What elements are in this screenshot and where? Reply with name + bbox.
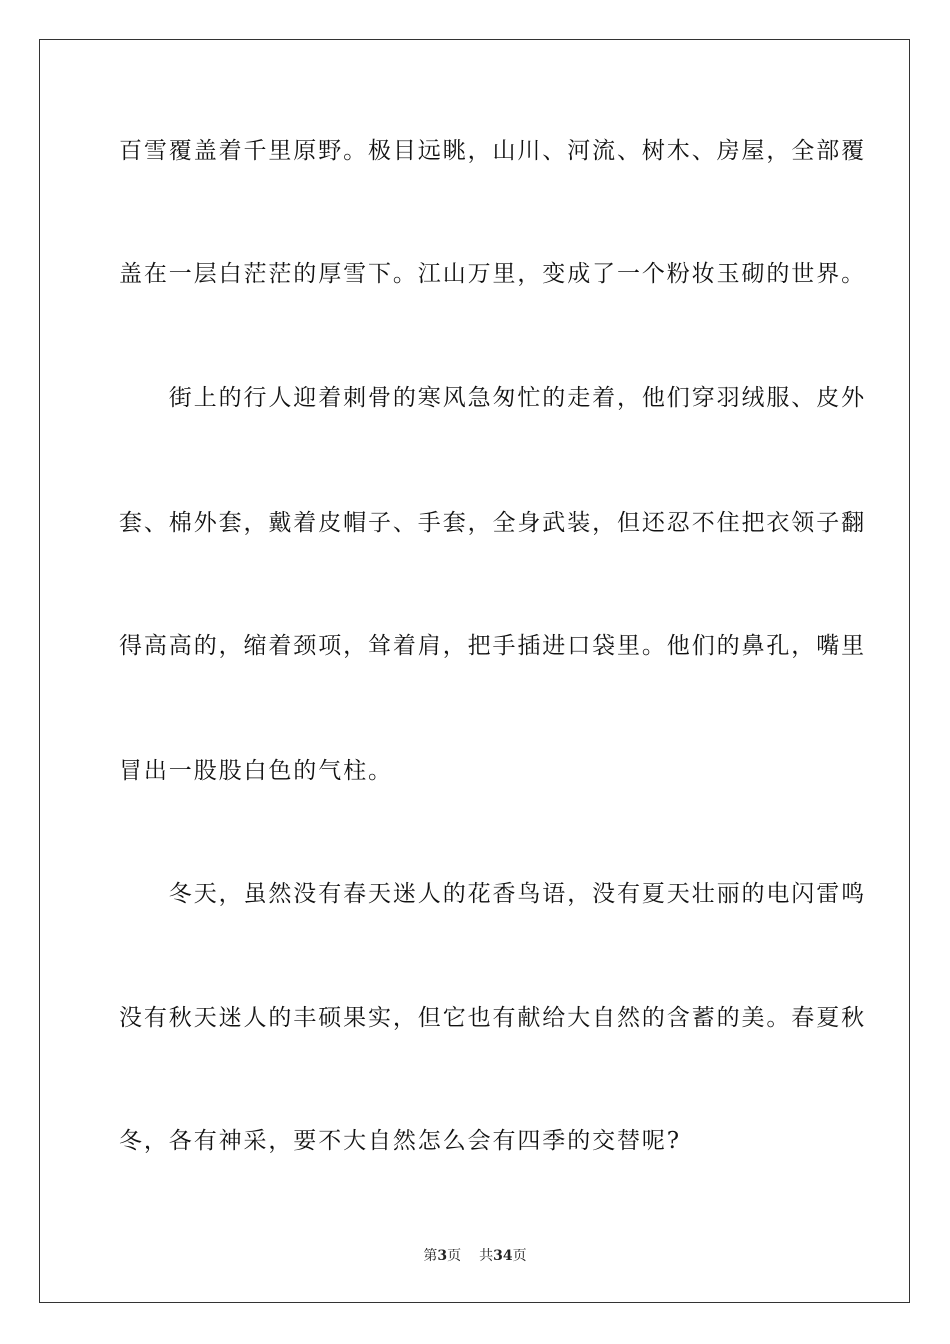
total-suffix: 页 — [512, 1248, 527, 1264]
text-line-8: 没有秋天迷人的丰硕果实，但它也有献给大自然的含蓄的美。春夏秋 — [119, 1005, 866, 1031]
text-line-4: 套、棉外套，戴着皮帽子、手套，全身武装，但还忍不住把衣领子翻 — [119, 510, 866, 536]
text-line-3: 街上的行人迎着刺骨的寒风急匆忙的走着，他们穿羽绒服、皮外 — [119, 385, 866, 411]
text-line-2: 盖在一层白茫茫的厚雪下。江山万里，变成了一个粉妆玉砌的世界。 — [119, 261, 866, 287]
page-number: 3 — [437, 1248, 448, 1264]
text-line-7: 冬天，虽然没有春天迷人的花香鸟语，没有夏天壮丽的电闪雷鸣 — [119, 881, 866, 907]
page-prefix: 第 — [423, 1248, 438, 1264]
page-suffix: 页 — [447, 1248, 462, 1264]
total-prefix: 共 — [479, 1248, 494, 1264]
text-line-6: 冒出一股股白色的气柱。 — [119, 758, 393, 784]
page-border — [39, 39, 910, 1303]
page-footer — [0, 1247, 950, 1265]
total-pages: 34 — [493, 1248, 513, 1264]
text-line-5: 得高高的，缩着颈项，耸着肩，把手插进口袋里。他们的鼻孔，嘴里 — [119, 633, 866, 659]
text-line-9: 冬，各有神采，要不大自然怎么会有四季的交替呢? — [119, 1128, 682, 1154]
text-line-1: 百雪覆盖着千里原野。极目远眺，山川、河流、树木、房屋，全部覆 — [119, 138, 866, 164]
